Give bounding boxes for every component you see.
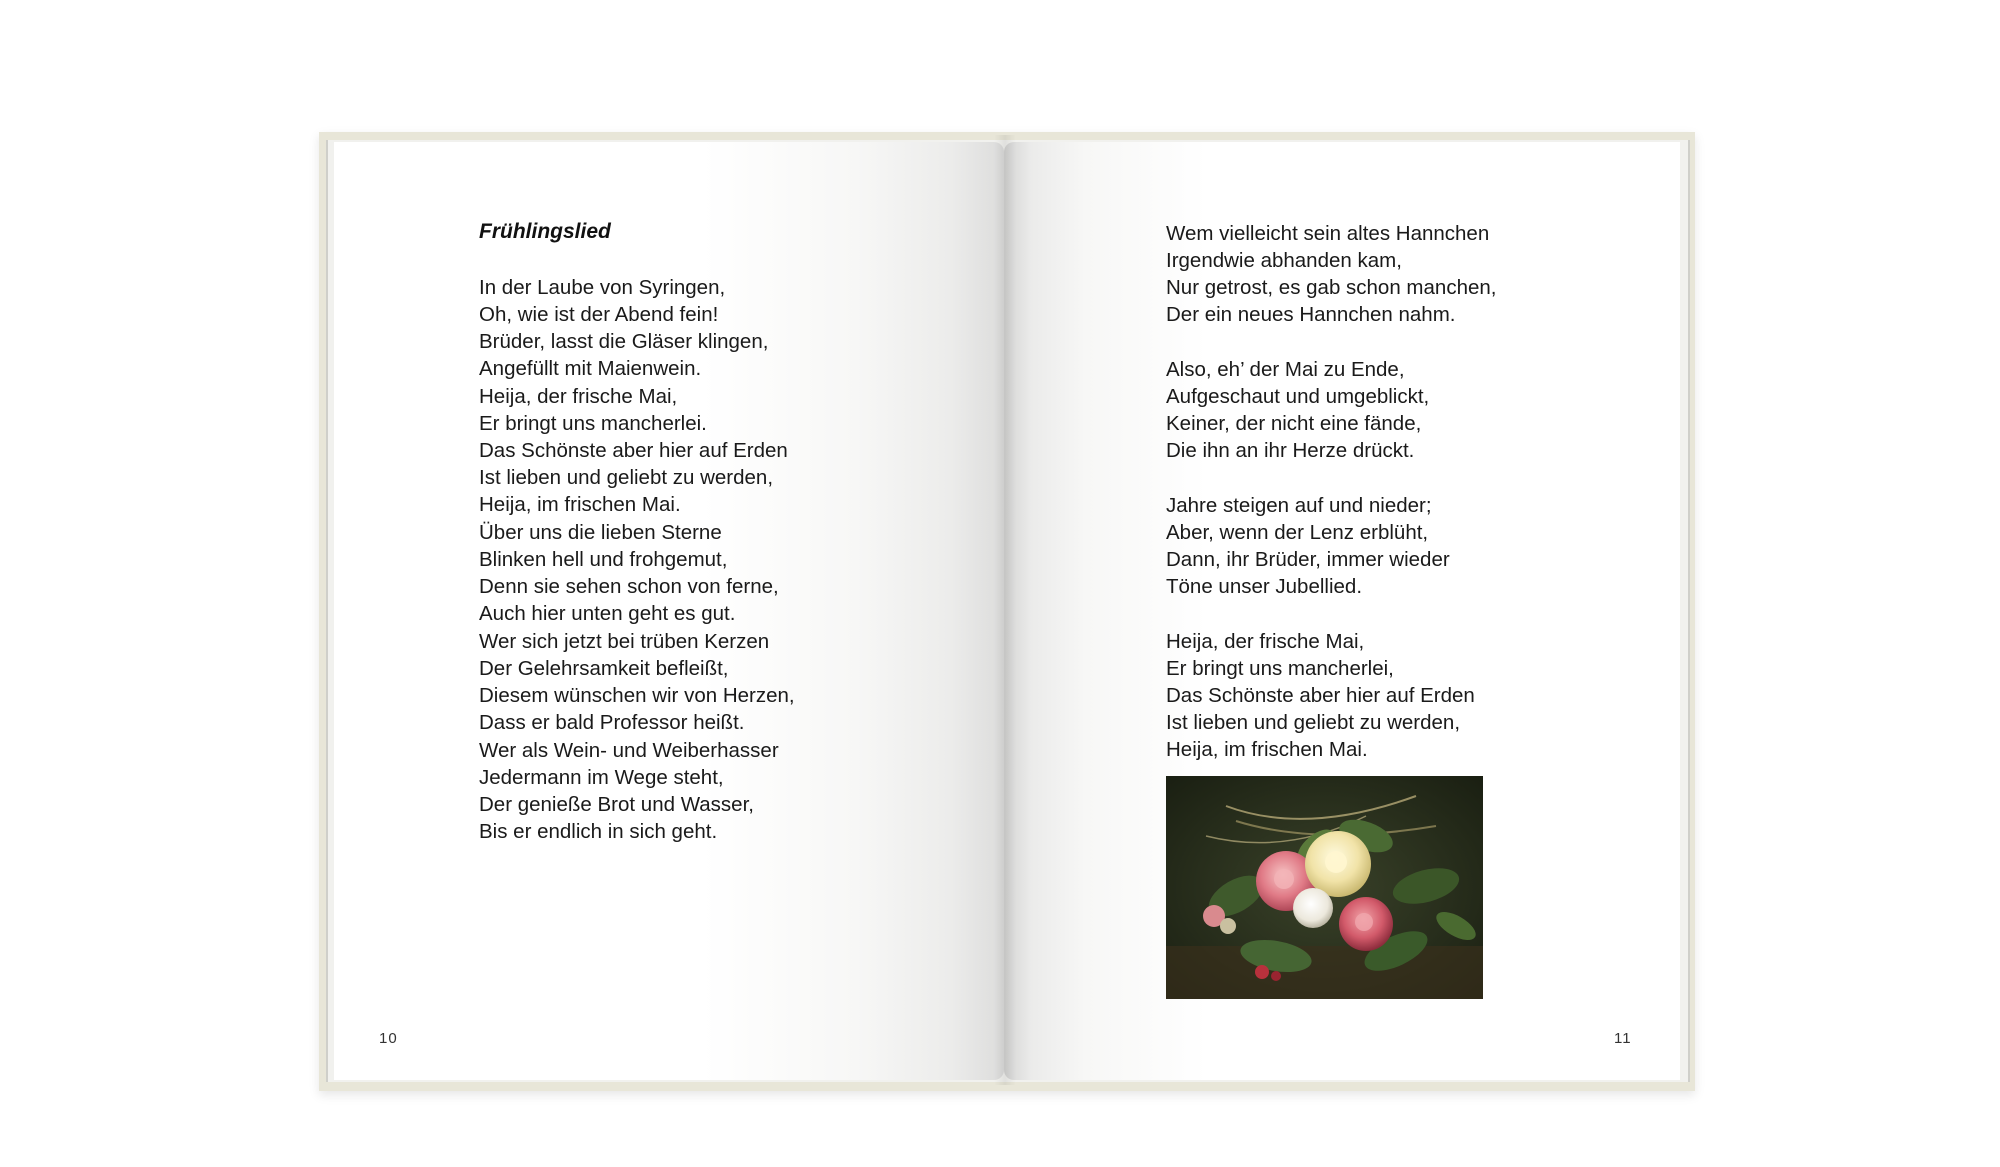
verse-line: Brüder, lasst die Gläser klingen,	[479, 330, 769, 353]
verse-line: Jahre steigen auf und nieder;	[1166, 494, 1432, 517]
verse-line: Jedermann im Wege steht,	[479, 766, 724, 789]
verse-line: Blinken hell und frohgemut,	[479, 548, 728, 571]
verse-line: Nur getrost, es gab schon manchen,	[1166, 276, 1497, 299]
page-number: 11	[1614, 1030, 1632, 1047]
book-spine-shadow	[994, 135, 1016, 1085]
verse-line: Also, eh’ der Mai zu Ende,	[1166, 358, 1405, 381]
verse-line: Angefüllt mit Maienwein.	[479, 357, 702, 380]
verse-line: Oh, wie ist der Abend fein!	[479, 303, 719, 326]
verse-line: Der Gelehrsamkeit befleißt,	[479, 657, 729, 680]
verse-line: In der Laube von Syringen,	[479, 276, 726, 299]
verse-line: Heija, der frische Mai,	[479, 385, 678, 408]
left-page	[334, 142, 1004, 1080]
verse-line: Wer sich jetzt bei trüben Kerzen	[479, 630, 770, 653]
verse-line: Wem vielleicht sein altes Hannchen	[1166, 222, 1490, 245]
verse-line: Heija, im frischen Mai.	[1166, 738, 1368, 761]
stanza	[1166, 356, 1429, 464]
verse-line: Dann, ihr Brüder, immer wieder	[1166, 548, 1450, 571]
stanza	[479, 737, 779, 845]
verse-line: Wer als Wein- und Weiberhasser	[479, 739, 779, 762]
verse-line: Aber, wenn der Lenz erblüht,	[1166, 521, 1429, 544]
stanza	[479, 274, 768, 382]
verse-line: Heija, im frischen Mai.	[479, 493, 681, 516]
verse-line: Diesem wünschen wir von Herzen,	[479, 684, 795, 707]
right-page	[1004, 142, 1680, 1080]
verse-line: Er bringt uns mancherlei.	[479, 412, 707, 435]
page-number: 10	[379, 1030, 398, 1047]
verse-line: Denn sie sehen schon von ferne,	[479, 575, 779, 598]
verse-line: Ist lieben und geliebt zu werden,	[1166, 711, 1461, 734]
stanza	[479, 628, 795, 736]
poem-title: Frühlingslied	[479, 220, 611, 243]
verse-line: Ist lieben und geliebt zu werden,	[479, 466, 774, 489]
verse-line: Aufgeschaut und umgeblickt,	[1166, 385, 1430, 408]
verse-line: Auch hier unten geht es gut.	[479, 602, 736, 625]
verse-line: Er bringt uns mancherlei,	[1166, 657, 1394, 680]
verse-line: Bis er endlich in sich geht.	[479, 820, 718, 843]
verse-line: Der ein neues Hannchen nahm.	[1166, 303, 1456, 326]
verse-line: Dass er bald Professor heißt.	[479, 711, 745, 734]
verse-line: Das Schönste aber hier auf Erden	[1166, 684, 1475, 707]
verse-line: Keiner, der nicht eine fände,	[1166, 412, 1422, 435]
verse-line: Über uns die lieben Sterne	[479, 521, 722, 544]
stanza	[479, 519, 779, 627]
verse-line: Heija, der frische Mai,	[1166, 630, 1365, 653]
stanza	[1166, 220, 1496, 328]
verse-line: Das Schönste aber hier auf Erden	[479, 439, 788, 462]
stanza	[1166, 628, 1475, 763]
rose-bouquet-painting	[1166, 776, 1483, 999]
verse-line: Der genieße Brot und Wasser,	[479, 793, 754, 816]
verse-line: Irgendwie abhanden kam,	[1166, 249, 1402, 272]
stanza	[1166, 492, 1450, 600]
verse-line: Töne unser Jubellied.	[1166, 575, 1363, 598]
stanza	[479, 383, 788, 518]
verse-line: Die ihn an ihr Herze drückt.	[1166, 439, 1415, 462]
